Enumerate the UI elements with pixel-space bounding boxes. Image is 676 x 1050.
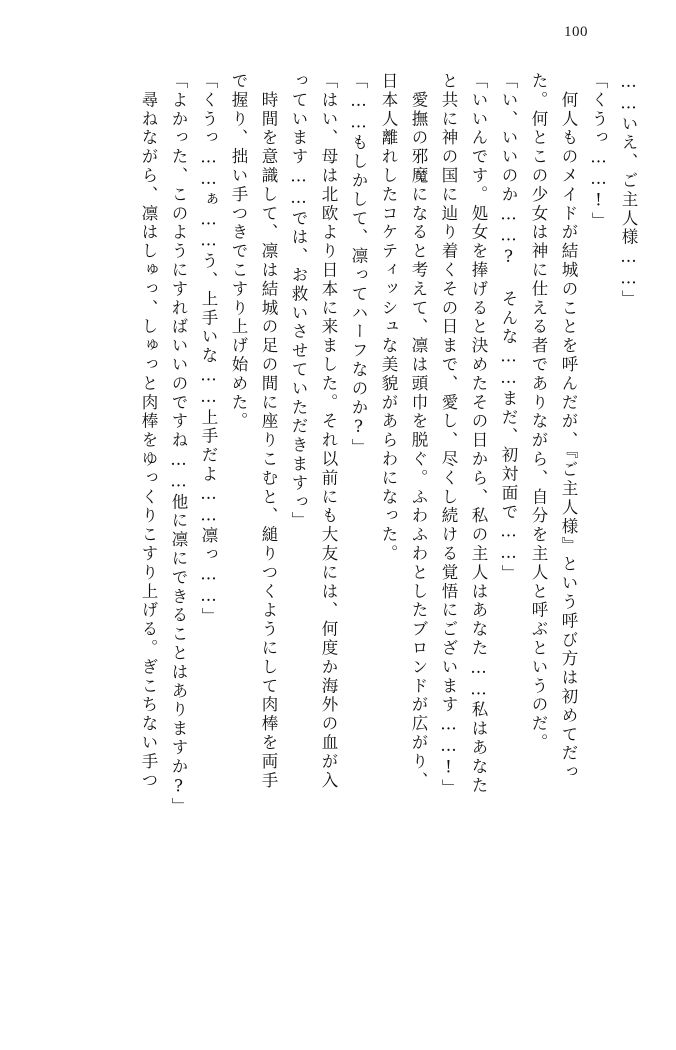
text-line: 何人ものメイドが結城のことを呼んだが、『ご主人様』という呼び方は初めてだっ xyxy=(559,72,578,782)
text-line: 「いいんです。処女を捧げると決めたその日から、私の主人はあなた……私はあなた xyxy=(469,72,488,796)
text-line: 尋ねながら、凛はしゅっ、しゅっと肉棒をゆっくりこすり上げる。ぎこちない手つ xyxy=(139,72,158,791)
text-line: 「い、いいのか……? そんな……まだ、初対面で……」 xyxy=(499,72,518,584)
text-line: 愛撫の邪魔になると考えて、凛は頭巾を脱ぐ。ふわふわとしたブロンドが広がり、 xyxy=(409,72,428,791)
text-line: 「……もしかして、凛ってハーフなのか?」 xyxy=(349,72,368,458)
text-line: 「よかった、このようにすればいいのですね……他に凛にできることはありますか?」 xyxy=(169,72,188,817)
text-line: ……いえ、ご主人様……」 xyxy=(619,72,638,309)
text-line: た。何とこの少女は神に仕える者でありながら、自分を主人と呼ぶというのだ。 xyxy=(529,72,548,753)
text-line: と共に神の国に辿り着くその日まで、愛し、尽くし続ける覚悟にございます……!」 xyxy=(439,72,458,798)
text-line: っています……では、お救いさせていただきますっ」 xyxy=(289,72,308,531)
text-line: 時間を意識して、凛は結城の足の間に座りこむと、縋りつくようにして肉棒を両手 xyxy=(259,72,278,791)
text-line: 「くうっ……!」 xyxy=(589,72,608,231)
text-line: で握り、拙い手つきでこすり上げ始めた。 xyxy=(229,72,248,432)
text-line: 「くうっ……ぁ……う、上手いな……上手だよ……凛っ……」 xyxy=(199,72,218,627)
vertical-text-body xyxy=(40,72,636,1002)
page-number: 100 xyxy=(564,24,588,40)
text-line: 日本人離れしたコケティッシュな美貌があらわになった。 xyxy=(379,72,398,564)
text-line: 「はい、母は北欧より日本に来ました。それ以前にも大友には、何度か海外の血が入 xyxy=(319,72,338,791)
